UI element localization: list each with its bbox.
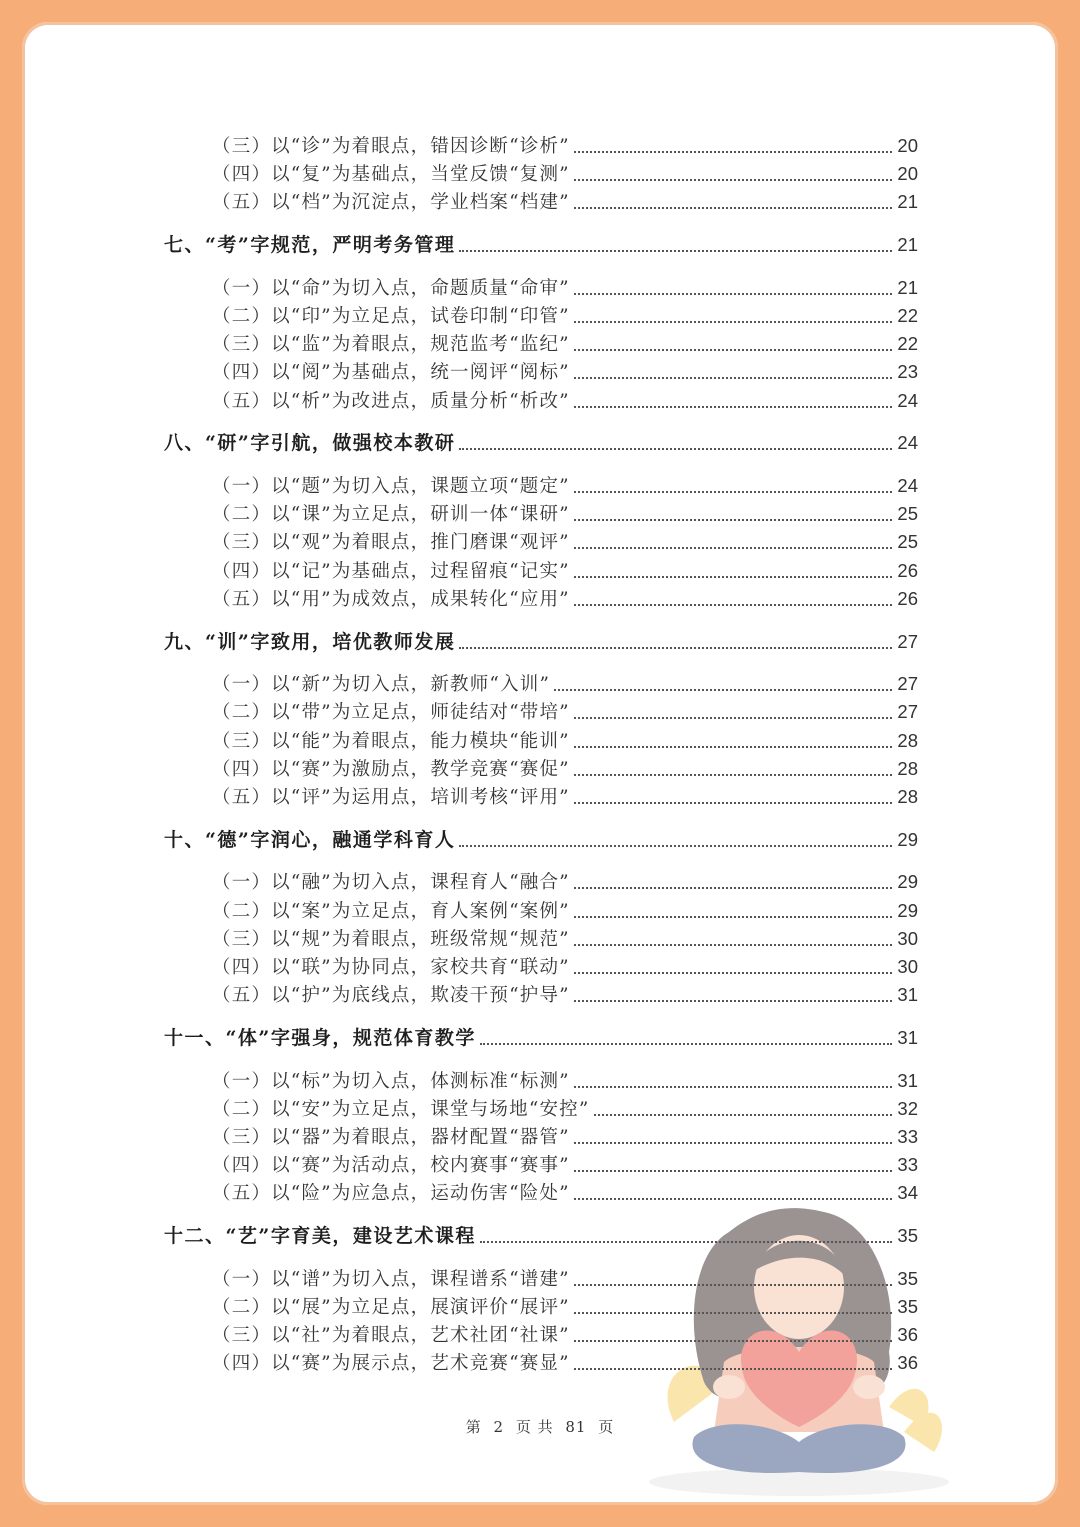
toc-page-number: 28 (897, 786, 918, 807)
toc-leader-dots (574, 519, 892, 521)
toc-section-entry[interactable] (212, 953, 918, 981)
toc-section-entry[interactable] (212, 132, 918, 160)
toc-chapter-entry[interactable] (164, 429, 918, 457)
toc-page-number: 20 (897, 163, 918, 185)
toc-leader-dots (459, 845, 892, 847)
toc-entry-label: （四）以“记”为基础点，过程留痕“记实” (212, 560, 570, 582)
toc-leader-dots (574, 547, 892, 549)
toc-section-entry[interactable] (212, 302, 918, 330)
toc-leader-dots (459, 448, 892, 450)
toc-section-entry[interactable] (212, 274, 918, 302)
toc-entry-label: （四）以“赛”为活动点，校内赛事“赛事” (212, 1155, 570, 1177)
toc-section-entry[interactable] (212, 528, 918, 556)
toc-leader-dots (574, 1368, 892, 1370)
toc-entry-label: （五）以“评”为运用点，培训考核“评用” (212, 787, 570, 808)
toc-page-number: 36 (897, 1352, 918, 1374)
toc-page-number: 28 (897, 757, 918, 779)
toc-leader-dots (574, 151, 892, 153)
toc-leader-dots (574, 1086, 892, 1088)
toc-entry-label: （二）以“课”为立足点，研训一体“课研” (212, 504, 570, 526)
toc-section-entry[interactable] (212, 1349, 918, 1377)
toc-entry-label: （五）以“用”为成效点，成果转化“应用” (212, 588, 570, 610)
toc-page-number: 35 (897, 1225, 918, 1247)
toc-page-number: 32 (897, 1097, 918, 1119)
toc-page-number: 35 (897, 1296, 918, 1317)
toc-section-entry[interactable] (212, 1179, 918, 1207)
toc-entry-label: 八、“研”字引航，做强校本教研 (164, 432, 456, 455)
toc-section-entry[interactable] (212, 783, 918, 811)
toc-page-number: 23 (897, 361, 918, 383)
toc-entry-label: （三）以“规”为着眼点，班级常规“规范” (212, 928, 570, 950)
toc-entry-label: （五）以“档”为沉淀点，学业档案“档建” (212, 192, 570, 214)
toc-section-entry[interactable] (212, 188, 918, 216)
toc-entry-label: （二）以“印”为立足点，试卷印制“印管” (212, 306, 570, 327)
toc-leader-dots (574, 1284, 892, 1286)
toc-section-entry[interactable] (212, 160, 918, 188)
toc-page-number: 26 (897, 559, 918, 581)
toc-leader-dots (574, 604, 892, 606)
footer-current-page: 2 (493, 1418, 505, 1436)
footer-suffix: 页 (598, 1418, 615, 1436)
toc-entry-label: （三）以“诊”为着眼点，错因诊断“诊析” (212, 136, 570, 157)
toc-page-number: 31 (897, 1069, 918, 1091)
footer-total-pages: 81 (565, 1418, 587, 1436)
toc-entry-label: 七、“考”字规范，严明考务管理 (164, 234, 456, 257)
toc-section-entry[interactable] (212, 727, 918, 755)
toc-leader-dots (574, 349, 892, 351)
toc-page-number: 24 (897, 389, 918, 411)
toc-page-number: 24 (897, 432, 918, 454)
toc-entry-label: （四）以“阅”为基础点，统一阅评“阅标” (212, 362, 570, 384)
toc-page-number: 29 (897, 871, 918, 893)
toc-leader-dots (459, 647, 892, 649)
toc-leader-dots (574, 293, 892, 295)
toc-leader-dots (574, 887, 892, 889)
toc-page-number: 35 (897, 1267, 918, 1289)
toc-section-entry[interactable] (212, 1321, 918, 1349)
toc-entry-label: （三）以“器”为着眼点，器材配置“器管” (212, 1127, 570, 1148)
toc-leader-dots (574, 1142, 892, 1144)
toc-section-entry[interactable] (212, 897, 918, 925)
toc-leader-dots (574, 406, 892, 408)
toc-section-entry[interactable] (212, 1293, 918, 1321)
toc-section-entry[interactable] (212, 670, 918, 698)
toc-leader-dots (574, 972, 892, 974)
toc-entry-label: 九、“训”字致用，培优教师发展 (164, 630, 456, 653)
toc-leader-dots (574, 491, 892, 493)
toc-page-number: 30 (897, 927, 918, 949)
toc-entry-label: （二）以“安”为立足点，课堂与场地“安控” (212, 1098, 590, 1120)
toc-entry-label: （三）以“社”为着眼点，艺术社团“社课” (212, 1325, 570, 1347)
toc-entry-label: （四）以“复”为基础点，当堂反馈“复测” (212, 164, 570, 186)
toc-entry-label: 十二、“艺”字育美，建设艺术课程 (164, 1225, 476, 1248)
toc-page-number: 36 (897, 1324, 918, 1346)
toc-section-entry[interactable] (212, 925, 918, 953)
toc-page-number: 28 (897, 729, 918, 751)
toc-page-number: 31 (897, 1026, 918, 1048)
toc-entry-label: （一）以“标”为切入点，体测标准“标测” (212, 1070, 570, 1092)
toc-chapter-entry[interactable] (164, 231, 918, 259)
toc-leader-dots (574, 1340, 892, 1342)
toc-page-number: 26 (897, 587, 918, 609)
toc-section-entry[interactable] (212, 500, 918, 528)
toc-leader-dots (554, 689, 892, 691)
toc-leader-dots (574, 576, 892, 578)
toc-entry-label: （一）以“题”为切入点，课题立项“题定” (212, 476, 570, 497)
toc-section-entry[interactable] (212, 755, 918, 783)
toc-entry-label: （四）以“联”为协同点，家校共育“联动” (212, 957, 570, 978)
toc-chapter-entry[interactable] (164, 1024, 918, 1052)
toc-section-entry[interactable] (212, 330, 918, 358)
toc-entry-label: （二）以“展”为立足点，展演评价“展评” (212, 1297, 570, 1318)
toc-entry-label: （二）以“带”为立足点，师徒结对“带培” (212, 702, 570, 724)
toc-section-entry[interactable] (212, 358, 918, 386)
toc-leader-dots (574, 774, 892, 776)
toc-section-entry[interactable] (212, 698, 918, 726)
toc-leader-dots (574, 179, 892, 181)
toc-entry-label: （四）以“赛”为展示点，艺术竞赛“赛显” (212, 1353, 570, 1375)
toc-page-number: 21 (897, 234, 918, 256)
toc-entry-label: （二）以“案”为立足点，育人案例“案例” (212, 900, 570, 922)
toc-page-number: 34 (897, 1182, 918, 1204)
toc-leader-dots (574, 207, 892, 209)
toc-page-number: 30 (897, 956, 918, 977)
toc-section-entry[interactable] (212, 981, 918, 1009)
toc-leader-dots (574, 377, 892, 379)
toc-entry-label: 十、“德”字润心，融通学科育人 (164, 828, 456, 851)
toc-leader-dots (574, 1000, 892, 1002)
toc-leader-dots (574, 1170, 892, 1172)
toc-entry-label: （五）以“析”为改进点，质量分析“析改” (212, 390, 570, 412)
toc-section-entry[interactable] (212, 585, 918, 613)
toc-entry-label: （四）以“赛”为激励点，教学竞赛“赛促” (212, 758, 570, 780)
toc-page-number: 29 (897, 899, 918, 921)
toc-page-number: 27 (897, 673, 918, 695)
footer-prefix: 第 (465, 1418, 482, 1436)
toc-page-number: 22 (897, 333, 918, 355)
toc-section-entry[interactable] (212, 1067, 918, 1095)
footer-middle: 页 共 (515, 1418, 554, 1436)
toc-entry-label: （三）以“监”为着眼点，规范监考“监纪” (212, 334, 570, 356)
toc-entry-label: （五）以“护”为底线点，欺凌干预“护导” (212, 985, 570, 1007)
toc-section-entry[interactable] (212, 1151, 918, 1179)
toc-entry-label: （一）以“新”为切入点，新教师“入训” (212, 674, 551, 696)
toc-entry-label: （一）以“命”为切入点，命题质量“命审” (212, 277, 570, 299)
toc-page-number: 25 (897, 503, 918, 525)
toc-leader-dots (574, 746, 892, 748)
toc-leader-dots (594, 1114, 892, 1116)
toc-entry-label: 十一、“体”字强身，规范体育教学 (164, 1026, 476, 1049)
toc-entry-label: （三）以“能”为着眼点，能力模块“能训” (212, 730, 570, 752)
table-of-contents (22, 22, 1058, 1505)
toc-leader-dots (459, 250, 892, 252)
toc-chapter-entry[interactable] (164, 1222, 918, 1250)
toc-section-entry[interactable] (212, 1265, 918, 1293)
toc-entry-label: （五）以“险”为应急点，运动伤害“险处” (212, 1183, 570, 1205)
toc-chapter-entry[interactable] (164, 628, 918, 656)
toc-section-entry[interactable] (212, 557, 918, 585)
toc-leader-dots (574, 916, 892, 918)
toc-section-entry[interactable] (212, 1095, 918, 1123)
toc-page-number: 25 (897, 531, 918, 553)
toc-leader-dots (574, 802, 892, 804)
toc-page-number: 33 (897, 1126, 918, 1147)
toc-page-number: 33 (897, 1154, 918, 1176)
toc-leader-dots (480, 1043, 892, 1045)
toc-page-number: 20 (897, 135, 918, 156)
toc-leader-dots (574, 1312, 892, 1314)
toc-leader-dots (574, 321, 892, 323)
toc-entry-label: （一）以“融”为切入点，课程育人“融合” (212, 872, 570, 894)
toc-page-number: 21 (897, 276, 918, 298)
toc-page-number: 21 (897, 191, 918, 213)
toc-entry-label: （三）以“观”为着眼点，推门磨课“观评” (212, 532, 570, 554)
toc-page-number: 27 (897, 630, 918, 652)
toc-leader-dots (480, 1241, 892, 1243)
toc-entry-label: （一）以“谱”为切入点，课程谱系“谱建” (212, 1268, 570, 1290)
toc-page-number: 29 (897, 828, 918, 850)
toc-section-entry[interactable] (212, 472, 918, 500)
toc-chapter-entry[interactable] (164, 826, 918, 854)
toc-section-entry[interactable] (212, 1123, 918, 1151)
toc-section-entry[interactable] (212, 387, 918, 415)
toc-page-number: 27 (897, 701, 918, 723)
toc-page-number: 24 (897, 475, 918, 496)
toc-leader-dots (574, 944, 892, 946)
toc-page-number: 22 (897, 305, 918, 326)
toc-page-number: 31 (897, 984, 918, 1006)
document-page (22, 22, 1058, 1505)
toc-section-entry[interactable] (212, 868, 918, 896)
toc-leader-dots (574, 1198, 892, 1200)
toc-leader-dots (574, 717, 892, 719)
page-footer (22, 1416, 1058, 1437)
